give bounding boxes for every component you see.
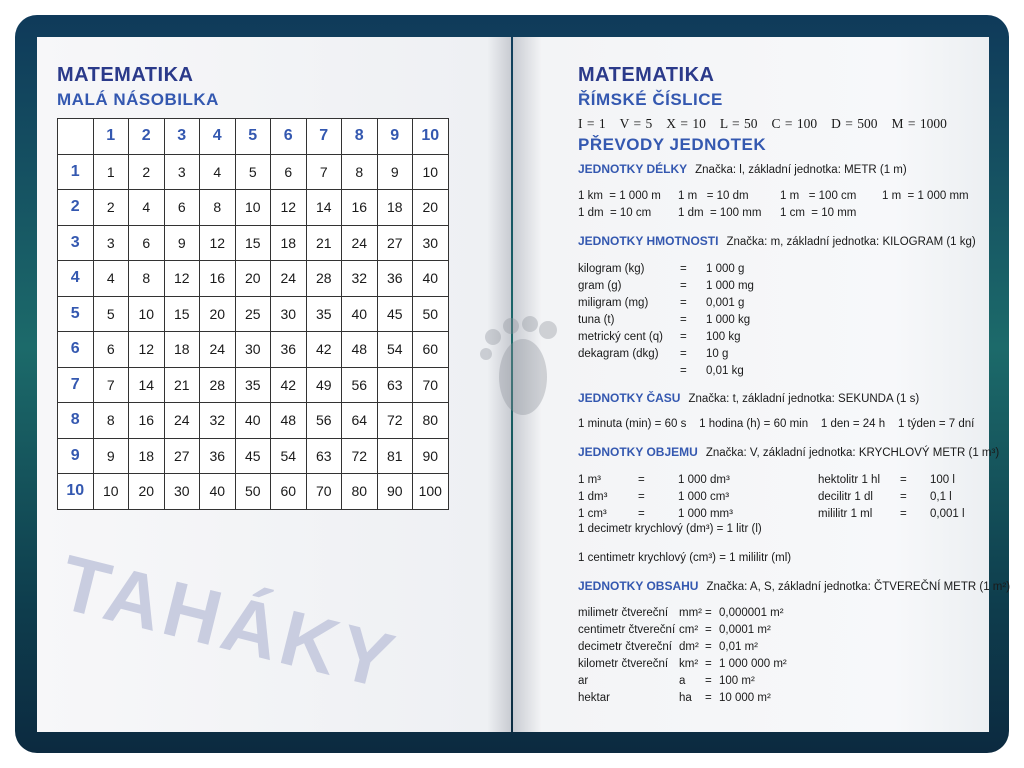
volume-heading: [578, 445, 999, 459]
table-cell: 21: [306, 225, 342, 261]
table-cell: 1 000 mg: [706, 280, 754, 292]
table-cell: 30: [235, 332, 271, 368]
table-cell: 6: [93, 332, 129, 368]
table-cell: 25: [235, 296, 271, 332]
table-cell: 1 000 g: [706, 263, 745, 275]
table-cell: 20: [200, 296, 236, 332]
table-cell: 2: [93, 190, 129, 226]
table-cell: milimetr čtvereční: [578, 607, 669, 619]
table-row: [58, 119, 449, 155]
table-cell: 40: [200, 474, 236, 510]
table-cell: =: [900, 508, 907, 520]
table-cell: =: [680, 348, 687, 360]
table-cell: 16: [342, 190, 378, 226]
table-cell: 21: [164, 367, 200, 403]
table-row: [58, 474, 449, 510]
footprint-logo-icon: [478, 312, 568, 422]
table-cell: 56: [342, 367, 378, 403]
table-cell: 10 000 m²: [719, 692, 771, 704]
section-desc: Značka: m, základní jednotka: KILOGRAM (1 kg): [726, 236, 976, 248]
table-cell: 27: [164, 438, 200, 474]
table-row: [578, 205, 982, 222]
table-cell: ar: [578, 675, 589, 687]
section-desc: Značka: t, základní jednotka: SEKUNDA (1 s): [688, 393, 920, 405]
table-row: [578, 278, 786, 295]
table-cell: 1 dm = 10 cm: [578, 207, 652, 219]
multiplication-table: [57, 118, 449, 510]
table-cell: gram (g): [578, 280, 622, 292]
table-cell: ha: [679, 692, 692, 704]
table-row: [578, 188, 982, 205]
table-cell: 18: [164, 332, 200, 368]
table-cell: 60: [413, 332, 449, 368]
table-cell: 1: [93, 154, 129, 190]
row-header: 9: [58, 438, 94, 474]
table-cell: =: [638, 508, 645, 520]
column-header: 10: [413, 119, 449, 155]
column-header: 8: [342, 119, 378, 155]
table-cell: 24: [200, 332, 236, 368]
table-cell: 63: [377, 367, 413, 403]
table-cell: 0,001 g: [706, 297, 745, 309]
table-cell: 40: [235, 403, 271, 439]
table-cell: =: [680, 365, 687, 377]
table-cell: 100 m²: [719, 675, 755, 687]
table-cell: 60: [271, 474, 307, 510]
table-cell: 40: [413, 261, 449, 297]
table-cell: 9: [93, 438, 129, 474]
table-cell: 90: [413, 438, 449, 474]
table-cell: dekagram (dkg): [578, 348, 659, 360]
table-cell: =: [705, 692, 712, 704]
table-cell: 45: [377, 296, 413, 332]
page-title: MATEMATIKA: [578, 64, 715, 86]
table-cell: 0,000001 m²: [719, 607, 784, 619]
table-cell: 42: [271, 367, 307, 403]
table-cell: 1 000 cm³: [678, 491, 730, 503]
table-cell: 32: [342, 261, 378, 297]
area-heading: [578, 579, 1010, 593]
table-row: [578, 346, 786, 363]
table-cell: 18: [377, 190, 413, 226]
roman-numeral: L = 50: [719, 116, 758, 131]
row-header: 4: [58, 261, 94, 297]
table-row: [58, 438, 449, 474]
table-cell: =: [705, 658, 712, 670]
table-cell: =: [680, 314, 687, 326]
table-cell: km²: [679, 658, 699, 670]
table-cell: 12: [164, 261, 200, 297]
table-cell: 20: [413, 190, 449, 226]
table-cell: a: [679, 675, 686, 687]
table-cell: 72: [377, 403, 413, 439]
table-cell: =: [680, 297, 687, 309]
table-cell: mm²: [679, 607, 702, 619]
section-label: JEDNOTKY ČASU: [578, 391, 681, 405]
length-heading: [578, 162, 907, 176]
table-cell: =: [638, 491, 645, 503]
table-cell: 3: [93, 225, 129, 261]
roman-numeral: M = 1000: [891, 116, 947, 131]
table-cell: 18: [129, 438, 165, 474]
roman-numerals-list: [578, 116, 961, 132]
table-cell: 2: [129, 154, 165, 190]
table-cell: 100: [413, 474, 449, 510]
time-heading: [578, 391, 919, 405]
table-cell: 5: [235, 154, 271, 190]
table-cell: hektar: [578, 692, 610, 704]
table-cell: 8: [129, 261, 165, 297]
row-header: 6: [58, 332, 94, 368]
table-cell: 1 000 kg: [706, 314, 751, 326]
table-cell: 24: [271, 261, 307, 297]
table-row: [58, 296, 449, 332]
table-cell: 14: [129, 367, 165, 403]
table-cell: =: [680, 331, 687, 343]
table-cell: =: [705, 641, 712, 653]
table-cell: 4: [129, 190, 165, 226]
table-cell: 8: [200, 190, 236, 226]
table-row: [578, 329, 786, 346]
table-cell: 12: [129, 332, 165, 368]
table-cell: 30: [271, 296, 307, 332]
section-label: JEDNOTKY OBSAHU: [578, 579, 699, 593]
table-cell: =: [900, 491, 907, 503]
table-cell: 1 m = 10 dm: [678, 190, 749, 202]
table-cell: 8: [93, 403, 129, 439]
table-cell: 20: [129, 474, 165, 510]
table-cell: 27: [377, 225, 413, 261]
column-header: 9: [377, 119, 413, 155]
table-cell: metrický cent (q): [578, 331, 663, 343]
table-cell: 90: [377, 474, 413, 510]
table-row: [58, 190, 449, 226]
table-cell: tuna (t): [578, 314, 615, 326]
section-desc: Značka: V, základní jednotka: KRYCHLOVÝ METR (1 m³): [705, 447, 1000, 459]
right-page: [513, 37, 1011, 732]
table-cell: 10 g: [706, 348, 729, 360]
table-cell: 54: [271, 438, 307, 474]
table-cell: 30: [413, 225, 449, 261]
table-cell: miligram (mg): [578, 297, 649, 309]
table-cell: 1 dm = 100 mm: [678, 207, 762, 219]
table-cell: 54: [377, 332, 413, 368]
table-cell: 50: [235, 474, 271, 510]
table-cell: mililitr 1 ml: [818, 508, 873, 520]
table-row: [58, 225, 449, 261]
table-cell: =: [680, 263, 687, 275]
column-header: [58, 119, 94, 155]
table-cell: 48: [271, 403, 307, 439]
roman-numeral: I = 1: [578, 116, 606, 131]
table-cell: 16: [129, 403, 165, 439]
table-cell: 24: [342, 225, 378, 261]
column-header: 3: [164, 119, 200, 155]
column-header: 7: [306, 119, 342, 155]
table-cell: decilitr 1 dl: [818, 491, 873, 503]
table-cell: 32: [200, 403, 236, 439]
table-row: [578, 312, 786, 329]
table-cell: 7: [93, 367, 129, 403]
roman-numerals-heading: ŘÍMSKÉ ČÍSLICE: [578, 90, 723, 109]
table-cell: 36: [377, 261, 413, 297]
table-cell: 56: [306, 403, 342, 439]
table-cell: 10: [235, 190, 271, 226]
column-header: 1: [93, 119, 129, 155]
table-row: [58, 367, 449, 403]
conversions-heading: PŘEVODY JEDNOTEK: [578, 135, 767, 154]
table-row: [578, 489, 990, 506]
table-cell: 6: [129, 225, 165, 261]
table-cell: 1 000 dm³: [678, 474, 730, 486]
column-header: 6: [271, 119, 307, 155]
table-row: [578, 622, 809, 639]
table-cell: =: [705, 675, 712, 687]
table-row: [578, 673, 809, 690]
table-cell: [578, 363, 680, 380]
table-row: [578, 639, 809, 656]
table-cell: 35: [235, 367, 271, 403]
table-cell: 0,01 m²: [719, 641, 758, 653]
table-cell: 30: [164, 474, 200, 510]
table-cell: 7: [306, 154, 342, 190]
table-cell: 9: [164, 225, 200, 261]
table-cell: 50: [413, 296, 449, 332]
table-cell: 35: [306, 296, 342, 332]
table-cell: 36: [200, 438, 236, 474]
table-cell: 28: [306, 261, 342, 297]
table-cell: 80: [342, 474, 378, 510]
section-label: JEDNOTKY HMOTNOSTI: [578, 234, 719, 248]
length-table: [578, 188, 982, 222]
table-row: [58, 332, 449, 368]
table-cell: 81: [377, 438, 413, 474]
table-cell: 40: [342, 296, 378, 332]
table-cell: 0,0001 m²: [719, 624, 771, 636]
roman-numeral: D = 500: [831, 116, 878, 131]
table-cell: 14: [306, 190, 342, 226]
table-cell: 100 kg: [706, 331, 741, 343]
table-cell: =: [900, 474, 907, 486]
table-cell: 70: [306, 474, 342, 510]
table-row: [578, 605, 809, 622]
table-cell: 48: [342, 332, 378, 368]
table-cell: 1 m = 1 000 mm: [882, 190, 969, 202]
column-header: 4: [200, 119, 236, 155]
table-cell: hektolitr 1 hl: [818, 474, 881, 486]
table-cell: 42: [306, 332, 342, 368]
column-header: 5: [235, 119, 271, 155]
table-cell: 70: [413, 367, 449, 403]
area-table: [578, 605, 809, 707]
table-cell: 9: [377, 154, 413, 190]
table-cell: kilogram (kg): [578, 263, 645, 275]
table-cell: 1 cm³: [578, 508, 607, 520]
table-cell: 6: [271, 154, 307, 190]
volume-note: 1 decimetr krychlový (dm³) = 1 litr (l): [578, 523, 762, 535]
left-page: [37, 37, 511, 732]
row-header: 7: [58, 367, 94, 403]
table-cell: 1 km = 1 000 m: [578, 190, 661, 202]
table-row: [578, 261, 786, 278]
table-cell: 63: [306, 438, 342, 474]
table-cell: 3: [164, 154, 200, 190]
table-cell: =: [680, 280, 687, 292]
time-line: 1 minuta (min) = 60 s 1 hodina (h) = 60 min 1 den = 24 h 1 týden = 7 dní: [578, 418, 975, 430]
table-cell: 28: [200, 367, 236, 403]
table-row: [578, 295, 786, 312]
table-row: [578, 690, 809, 707]
table-cell: 10: [129, 296, 165, 332]
row-header: 3: [58, 225, 94, 261]
section-label: JEDNOTKY DÉLKY: [578, 162, 688, 176]
table-cell: 49: [306, 367, 342, 403]
table-cell: kilometr čtvereční: [578, 658, 669, 670]
table-cell: 8: [342, 154, 378, 190]
table-cell: 16: [200, 261, 236, 297]
table-row: [58, 403, 449, 439]
page-subtitle: MALÁ NÁSOBILKA: [57, 90, 219, 109]
table-cell: 100 l: [930, 474, 955, 486]
section-desc: Značka: l, základní jednotka: METR (1 m): [695, 164, 907, 176]
table-cell: 20: [235, 261, 271, 297]
row-header: 5: [58, 296, 94, 332]
table-cell: 4: [200, 154, 236, 190]
table-cell: =: [705, 607, 712, 619]
volume-note: 1 centimetr krychlový (cm³) = 1 mililitr (ml): [578, 552, 792, 564]
column-header: 2: [129, 119, 165, 155]
table-cell: 10: [413, 154, 449, 190]
table-row: [58, 154, 449, 190]
table-cell: 72: [342, 438, 378, 474]
row-header: 2: [58, 190, 94, 226]
table-cell: 18: [271, 225, 307, 261]
table-cell: 6: [164, 190, 200, 226]
table-cell: 1 000 mm³: [678, 508, 733, 520]
table-cell: [882, 205, 982, 222]
table-cell: 15: [235, 225, 271, 261]
table-cell: 0,1 l: [930, 491, 952, 503]
table-cell: 80: [413, 403, 449, 439]
roman-numeral: V = 5: [619, 116, 653, 131]
table-cell: dm²: [679, 641, 699, 653]
row-header: 1: [58, 154, 94, 190]
table-cell: 64: [342, 403, 378, 439]
table-cell: centimetr čtvereční: [578, 624, 676, 636]
table-cell: 5: [93, 296, 129, 332]
table-row: [578, 656, 809, 673]
table-cell: 12: [271, 190, 307, 226]
table-cell: 1 dm³: [578, 491, 608, 503]
table-row: [58, 261, 449, 297]
table-row: [578, 472, 990, 489]
section-desc: Značka: A, S, základní jednotka: ČTVEREČNÍ METR (1 m²): [706, 581, 1011, 593]
table-cell: 36: [271, 332, 307, 368]
row-header: 10: [58, 474, 94, 510]
table-cell: 1 cm = 10 mm: [780, 207, 857, 219]
table-cell: =: [705, 624, 712, 636]
table-cell: 10: [93, 474, 129, 510]
table-cell: 12: [200, 225, 236, 261]
table-cell: 1 m = 100 cm: [780, 190, 857, 202]
watermark-text: TAHÁKY: [51, 537, 406, 707]
table-cell: 1 000 000 m²: [719, 658, 787, 670]
table-cell: 4: [93, 261, 129, 297]
roman-numeral: X = 10: [666, 116, 706, 131]
table-cell: decimetr čtvereční: [578, 641, 672, 653]
table-cell: 24: [164, 403, 200, 439]
table-cell: cm²: [679, 624, 699, 636]
volume-table: [578, 472, 990, 523]
table-cell: 0,001 l: [930, 508, 965, 520]
roman-numeral: C = 100: [771, 116, 818, 131]
table-cell: 15: [164, 296, 200, 332]
mass-heading: [578, 234, 976, 248]
section-label: JEDNOTKY OBJEMU: [578, 445, 698, 459]
table-cell: 45: [235, 438, 271, 474]
row-header: 8: [58, 403, 94, 439]
table-cell: 1 m³: [578, 474, 601, 486]
page-title: MATEMATIKA: [57, 64, 194, 86]
table-row: [578, 506, 990, 523]
table-cell: 0,01 kg: [706, 365, 744, 377]
table-row: [578, 363, 786, 380]
table-cell: =: [638, 474, 645, 486]
mass-table: [578, 261, 786, 380]
